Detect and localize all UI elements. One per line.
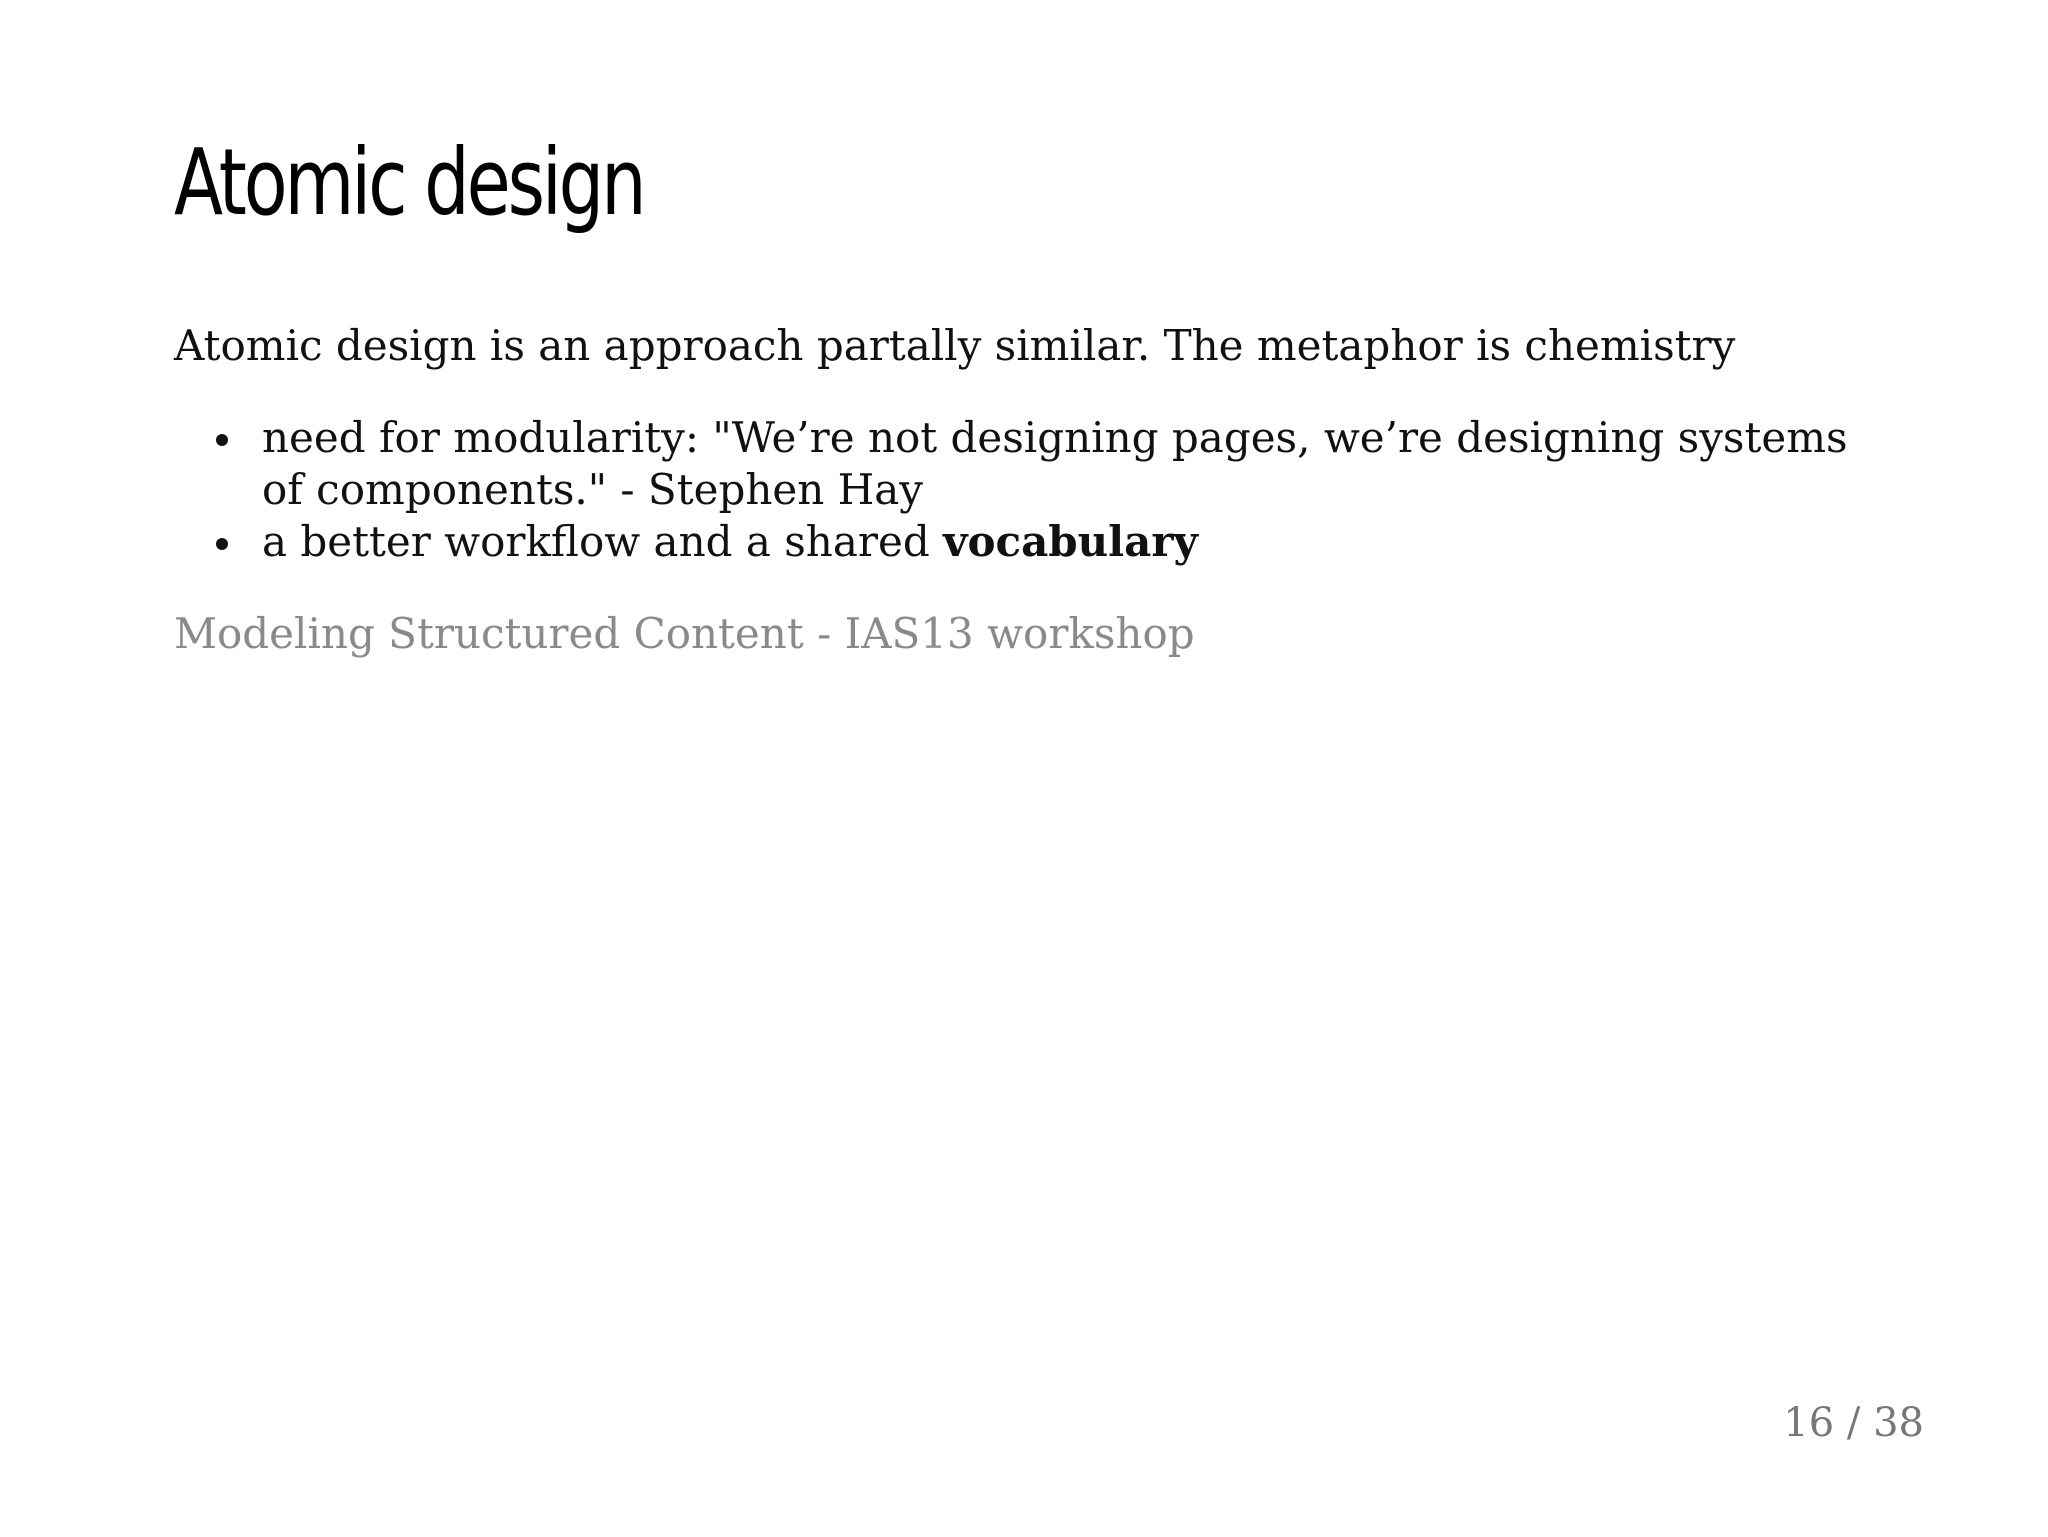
bullet-bold-text: vocabulary xyxy=(943,517,1198,566)
intro-paragraph: Atomic design is an approach partally similar. The metaphor is chemistry xyxy=(174,321,1736,370)
page-counter: 16 / 38 xyxy=(1783,1400,1924,1446)
bullet-dot-icon xyxy=(216,538,228,550)
bullet-item-workflow xyxy=(262,516,1894,568)
footer-note: Modeling Structured Content - IAS13 workshop xyxy=(174,609,1195,658)
slide-content xyxy=(174,320,1848,660)
bullet-list xyxy=(174,412,1894,568)
slide-title: Atomic design xyxy=(174,129,644,236)
bullet-item-modularity xyxy=(262,412,1894,516)
bullet-dot-icon xyxy=(216,434,228,446)
bullet-text: need for modularity: "We’re not designing pages, we’re designing systems of components." - Stephen Hay xyxy=(262,413,1848,514)
bullet-text: a better workflow and a shared xyxy=(262,517,944,566)
